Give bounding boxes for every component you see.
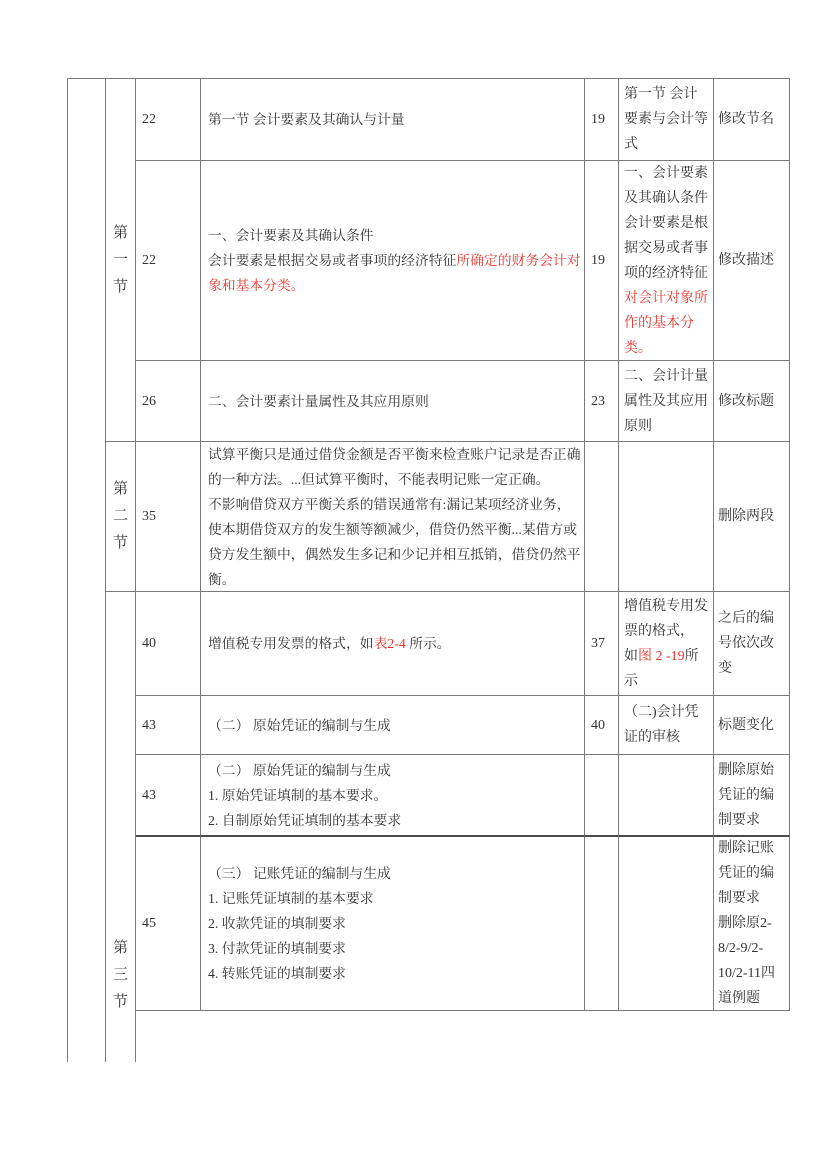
revision-text: 删除记账凭证的编制要求 bbox=[718, 841, 774, 906]
paragraph bbox=[591, 389, 618, 414]
old-page-7 bbox=[136, 755, 201, 837]
revision-text: 所示。 bbox=[405, 636, 451, 651]
paragraph bbox=[718, 504, 787, 529]
revision-text: 23 bbox=[591, 393, 605, 409]
old-content-4 bbox=[201, 442, 585, 592]
revision-text: 3. 付款凭证的填制要求 bbox=[208, 941, 346, 956]
paragraph bbox=[208, 389, 584, 414]
paragraph bbox=[718, 248, 787, 273]
old-page-3 bbox=[136, 361, 201, 442]
section-label-char: 节 bbox=[112, 278, 128, 295]
paragraph bbox=[624, 161, 711, 211]
section-label-char: 一 bbox=[112, 251, 128, 268]
paragraph bbox=[208, 783, 584, 808]
revision-text: 修改描述 bbox=[718, 253, 774, 268]
revision-text: 22 bbox=[142, 112, 156, 127]
revision-text: 40 bbox=[591, 717, 605, 733]
note-5 bbox=[714, 592, 790, 696]
revision-text: 43 bbox=[142, 787, 156, 803]
paragraph bbox=[624, 594, 711, 644]
revision-text: 如 bbox=[624, 648, 638, 664]
paragraph bbox=[208, 861, 584, 886]
new-content-3 bbox=[619, 361, 714, 442]
paragraph bbox=[718, 911, 787, 1011]
note-2 bbox=[714, 161, 790, 361]
new-page-3 bbox=[585, 361, 619, 442]
revision-text: 22 bbox=[142, 253, 156, 268]
new-page-5 bbox=[585, 592, 619, 696]
paragraph bbox=[208, 911, 584, 936]
new-page-8 bbox=[585, 837, 619, 1011]
new-content-8 bbox=[619, 837, 714, 1011]
revision-text: 4. 转账凭证的填制要求 bbox=[208, 966, 346, 981]
revision-text: 增值税专用发票的格式，如 bbox=[208, 636, 374, 651]
old-content-5 bbox=[201, 592, 585, 696]
left-margin-cell bbox=[68, 79, 106, 1062]
revision-text: （二） 原始凭证的编制与生成 bbox=[208, 762, 391, 778]
revision-text: 1. 记账凭证填制的基本要求 bbox=[208, 891, 374, 906]
paragraph bbox=[718, 758, 787, 833]
section-label-char: 节 bbox=[112, 994, 128, 1010]
section-label-char: 三 bbox=[112, 967, 128, 983]
revision-text: 试算平衡只是通过借贷金额是否平衡来检查账户记录是否正确的一种方法。...但试算平衡时，不能表明记账一定正确。 bbox=[208, 446, 581, 487]
paragraph bbox=[718, 389, 787, 414]
new-content-1 bbox=[619, 79, 714, 161]
revision-text: 2. 自制原始凭证填制的基本要求 bbox=[208, 812, 402, 828]
paragraph bbox=[142, 107, 200, 132]
old-page-1 bbox=[136, 79, 201, 161]
revision-text: 删除两段 bbox=[718, 509, 774, 524]
old-page-5 bbox=[136, 592, 201, 696]
new-content-6 bbox=[619, 696, 714, 755]
revision-text: 删除原2-8/2-9/2-10/2-11四道例题 bbox=[718, 916, 776, 1006]
paragraph bbox=[718, 107, 787, 132]
revision-text: 删除原始凭证的编制要求 bbox=[718, 762, 774, 828]
revision-text: 37 bbox=[591, 636, 605, 651]
old-page-6 bbox=[136, 696, 201, 755]
paragraph bbox=[142, 713, 200, 738]
note-4 bbox=[714, 442, 790, 592]
revision-text: 会计要素是根据交易或者事项的经济特征 bbox=[208, 253, 457, 268]
paragraph bbox=[624, 211, 711, 361]
paragraph bbox=[208, 442, 584, 492]
section-label-char: 第 bbox=[112, 224, 128, 241]
old-content-7 bbox=[201, 755, 585, 837]
new-content-7 bbox=[619, 755, 714, 837]
old-content-8 bbox=[201, 837, 585, 1011]
note-7 bbox=[714, 755, 790, 837]
new-page-7 bbox=[585, 755, 619, 837]
note-1 bbox=[714, 79, 790, 161]
paragraph bbox=[591, 713, 618, 738]
paragraph bbox=[142, 911, 200, 936]
revision-text: 19 bbox=[591, 253, 605, 268]
paragraph bbox=[208, 808, 584, 833]
old-page-2 bbox=[136, 161, 201, 361]
paragraph bbox=[624, 82, 711, 157]
old-content-1 bbox=[201, 79, 585, 161]
paragraph bbox=[718, 713, 787, 738]
new-content-2 bbox=[619, 161, 714, 361]
revision-text: 修改节名 bbox=[718, 112, 774, 127]
paragraph bbox=[142, 248, 200, 273]
revision-text: 增值税专用发票的格式， bbox=[624, 598, 708, 639]
paragraph bbox=[208, 223, 584, 248]
old-content-6 bbox=[201, 696, 585, 755]
section-label-3 bbox=[106, 592, 136, 1062]
paragraph bbox=[591, 631, 618, 656]
paragraph bbox=[208, 492, 584, 592]
revision-text: 26 bbox=[142, 393, 156, 409]
revision-text: 标题变化 bbox=[718, 717, 774, 733]
paragraph bbox=[208, 758, 584, 783]
section-label-char: 二 bbox=[112, 508, 128, 524]
section-label-char: 节 bbox=[112, 535, 128, 551]
note-3 bbox=[714, 361, 790, 442]
paragraph bbox=[142, 504, 200, 529]
revision-text: 2. 收款凭证的填制要求 bbox=[208, 916, 346, 931]
revision-text: 35 bbox=[142, 509, 156, 524]
old-page-4 bbox=[136, 442, 201, 592]
paragraph bbox=[718, 837, 787, 911]
revision-table bbox=[67, 78, 790, 1062]
paragraph bbox=[208, 961, 584, 986]
paragraph bbox=[142, 783, 200, 808]
revision-text-red: 所确定的财务会计对象和基本分类。 bbox=[208, 253, 581, 293]
revision-text: 第一节 会计要素及其确认与计量 bbox=[208, 112, 405, 127]
revision-text: 二、会计要素计量属性及其应用原则 bbox=[208, 393, 429, 409]
revision-text: 所示 bbox=[624, 648, 699, 689]
revision-text: 之后的编号依次改变 bbox=[718, 611, 774, 676]
revision-text: 一、会计要素及其确认条件 bbox=[624, 165, 708, 206]
new-content-4 bbox=[619, 442, 714, 592]
new-page-2 bbox=[585, 161, 619, 361]
bottom-open-cell bbox=[136, 1011, 790, 1062]
paragraph bbox=[142, 631, 200, 656]
revision-text: 修改标题 bbox=[718, 393, 774, 409]
revision-text: （三） 记账凭证的编制与生成 bbox=[208, 866, 391, 881]
revision-text: （二)会计凭证的审核 bbox=[624, 705, 699, 745]
section-label-char: 第 bbox=[112, 940, 128, 956]
paragraph bbox=[624, 364, 711, 439]
revision-text: 一、会计要素及其确认条件 bbox=[208, 228, 374, 243]
paragraph bbox=[591, 248, 618, 273]
revision-text: 1. 原始凭证填制的基本要求。 bbox=[208, 787, 388, 803]
revision-text: 43 bbox=[142, 717, 156, 733]
note-8 bbox=[714, 837, 790, 1011]
new-page-6 bbox=[585, 696, 619, 755]
new-content-5 bbox=[619, 592, 714, 696]
revision-text: 40 bbox=[142, 636, 156, 651]
revision-text: 会计要素是根据交易或者事项的经济特征 bbox=[624, 215, 708, 281]
revision-text: （二） 原始凭证的编制与生成 bbox=[208, 717, 391, 733]
paragraph bbox=[591, 107, 618, 132]
old-content-3 bbox=[201, 361, 585, 442]
paragraph bbox=[208, 936, 584, 961]
section-label-2 bbox=[106, 442, 136, 592]
old-content-2 bbox=[201, 161, 585, 361]
revision-text: 19 bbox=[591, 112, 605, 127]
revision-text-red: 表2-4 bbox=[373, 636, 406, 651]
paragraph bbox=[208, 886, 584, 911]
revision-text: 不影响借贷双方平衡关系的错误通常有:漏记某项经济业务，使本期借贷双方的发生额等额减少，借贷仍然平衡...某借方或贷方发生额中，偶然发生多记和少记并相互抵销，借贷仍然平衡。 bbox=[208, 496, 581, 587]
paragraph bbox=[142, 389, 200, 414]
revision-text: 二、会计计量属性及其应用原则 bbox=[624, 368, 708, 434]
revision-text: 45 bbox=[142, 916, 156, 931]
revision-text: 第一节 会计要素与会计等式 bbox=[624, 87, 708, 152]
paragraph bbox=[208, 713, 584, 738]
section-label-1 bbox=[106, 79, 136, 442]
section-label-char: 第 bbox=[112, 481, 128, 497]
paragraph bbox=[624, 644, 711, 694]
revision-text-red: 图 2 -19 bbox=[638, 648, 685, 664]
new-page-4 bbox=[585, 442, 619, 592]
revision-text-red: 对会计对象所作的基本分类。 bbox=[624, 290, 708, 356]
paragraph bbox=[208, 248, 584, 298]
note-6 bbox=[714, 696, 790, 755]
paragraph bbox=[208, 631, 584, 656]
paragraph bbox=[624, 700, 711, 750]
old-page-8 bbox=[136, 837, 201, 1011]
new-page-1 bbox=[585, 79, 619, 161]
paragraph bbox=[718, 606, 787, 681]
paragraph bbox=[208, 107, 584, 132]
